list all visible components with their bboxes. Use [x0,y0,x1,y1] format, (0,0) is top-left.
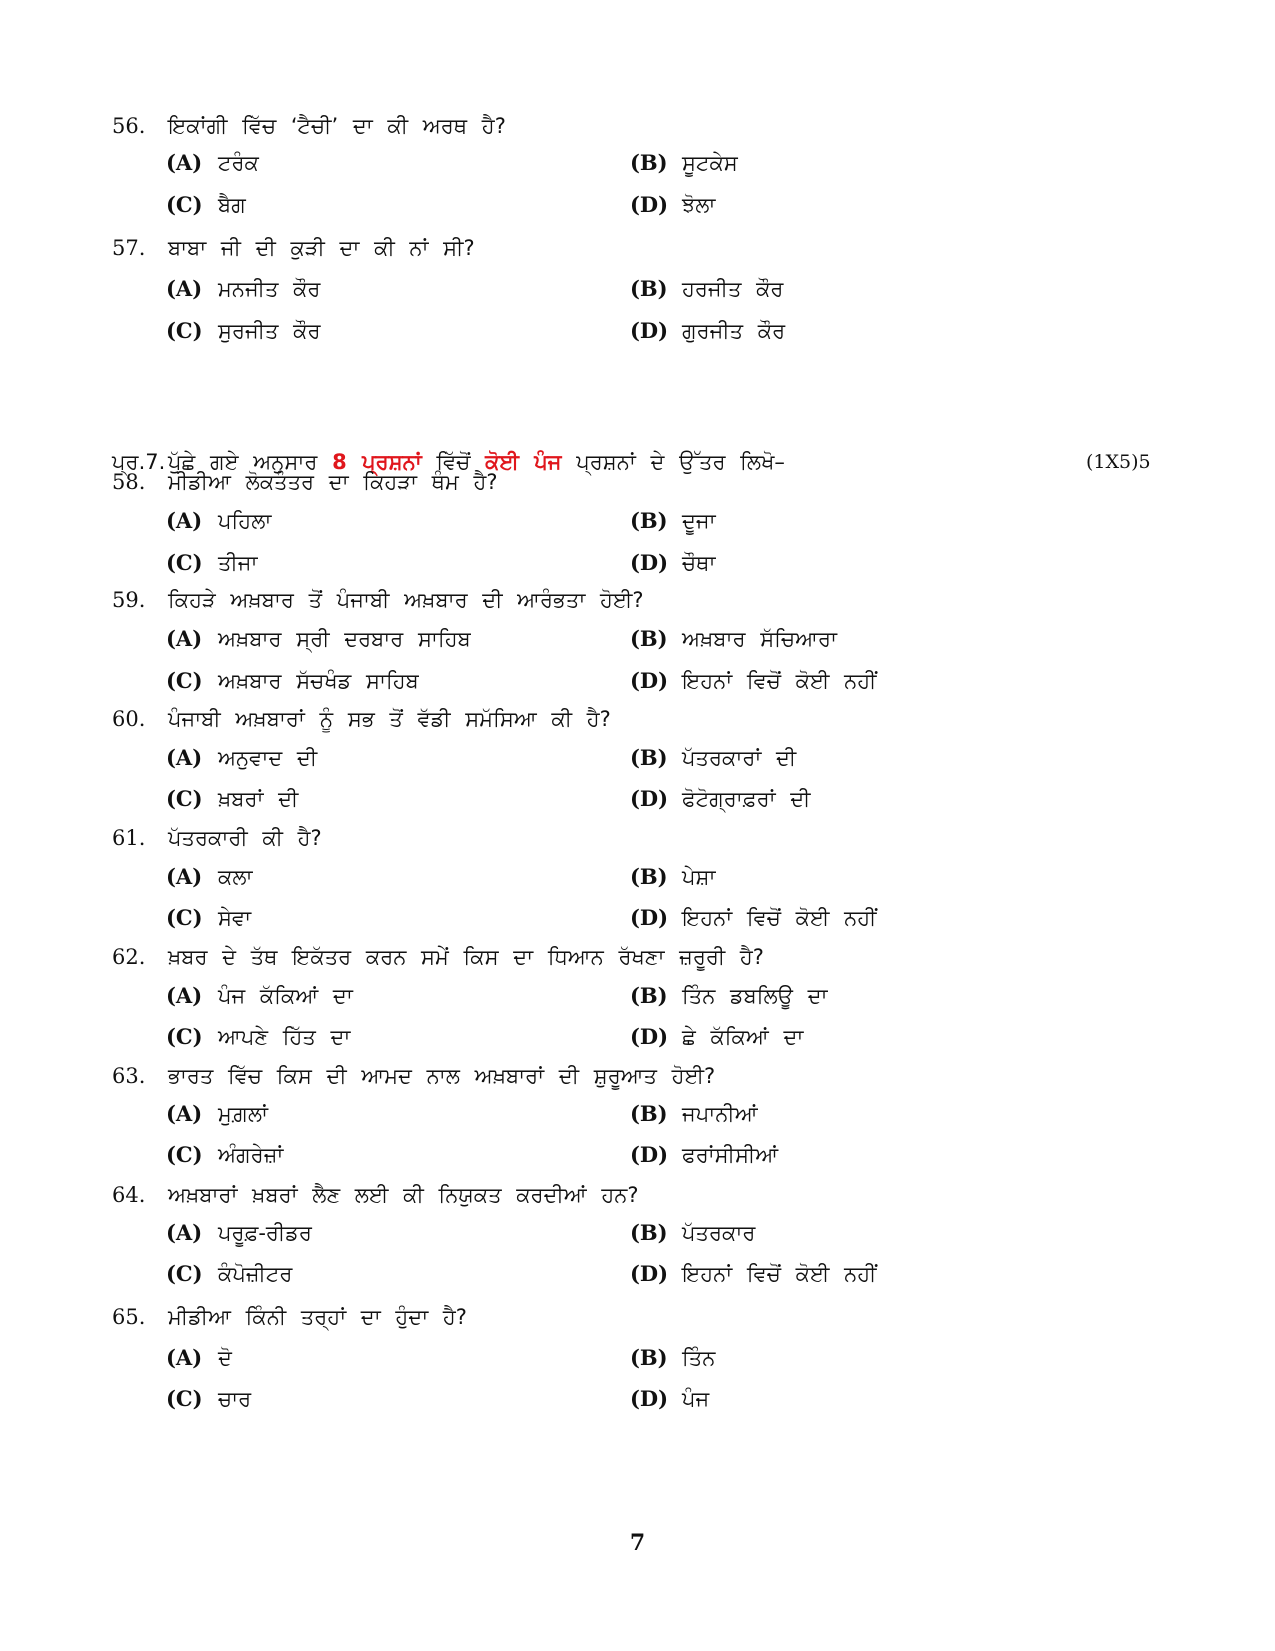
option-text: ਛੇ ਕੱਕਿਆਂ ਦਾ [682,1025,804,1049]
option-text: ਇਹਨਾਂ ਵਿਚੋਂ ਕੋਈ ਨਹੀਂ [682,906,877,930]
option-label: (D) [630,1024,669,1049]
option-label: (A) [166,745,203,770]
question-number: 63. [112,1064,146,1088]
option-label: (C) [166,1024,203,1049]
option-a [166,508,271,540]
option-text: ਤੀਜਾ [218,551,258,575]
option-b [630,1101,758,1133]
option-text: ਹਰਜੀਤ ਕੌਰ [682,277,784,301]
option-text: ਕੰਪੋਜ਼ੀਟਰ [218,1262,293,1286]
option-text: ਚੌਥਾ [682,551,716,575]
option-b [630,745,796,777]
option-label: (A) [166,1101,203,1126]
option-text: ਤਿੰਨ ਡਬਲਿਊ ਦਾ [682,984,828,1008]
option-label: (B) [630,508,668,533]
instruction-highlight: 8 ਪ੍ਰਸ਼ਨਾਂ [332,450,422,474]
option-label: (D) [630,668,669,693]
option-d [630,905,876,937]
option-a [166,1101,268,1133]
option-c [166,1024,350,1056]
option-label: (B) [630,864,668,889]
option-label: (A) [166,508,203,533]
option-a [166,864,253,896]
option-label: (C) [166,905,203,930]
question-text: ਮੀਡੀਆ ਲੋਕਤੰਤਰ ਦਾ ਕਿਹੜਾ ਥੰਮ ਹੈ? [168,470,498,494]
option-text: ਗੁਰਜੀਤ ਕੌਰ [682,319,786,343]
option-a [166,1345,232,1377]
question-number: 61. [112,826,146,850]
option-label: (C) [166,550,203,575]
question-text: ਭਾਰਤ ਵਿੱਚ ਕਿਸ ਦੀ ਆਮਦ ਨਾਲ ਅਖ਼ਬਾਰਾਂ ਦੀ ਸ਼ੁਰੂਆਤ ਹੋਈ? [168,1064,716,1088]
option-text: ਇਹਨਾਂ ਵਿਚੋਂ ਕੋਈ ਨਹੀਂ [682,1262,877,1286]
option-d [630,550,715,582]
option-b [630,983,827,1015]
option-label: (D) [630,550,669,575]
option-c [166,905,251,937]
option-text: ਪੇਸ਼ਾ [682,865,716,889]
option-label: (C) [166,318,203,343]
option-label: (A) [166,1345,203,1370]
option-text: ਚਾਰ [218,1387,252,1411]
question-number: 59. [112,588,146,612]
option-label: (B) [630,150,668,175]
question-61 [0,824,1275,868]
option-d [630,1142,778,1174]
option-text: ਅਖ਼ਬਾਰ ਸ੍ਰੀ ਦਰਬਾਰ ਸਾਹਿਬ [218,627,471,651]
option-text: ਫੋਟੋਗ੍ਰਾਫ਼ਰਾਂ ਦੀ [682,787,811,811]
option-d [630,192,715,224]
page-number: 7 [629,1530,646,1556]
option-c [166,1261,292,1293]
option-label: (D) [630,1261,669,1286]
option-label: (B) [630,276,668,301]
option-b [630,626,837,658]
option-a [166,276,320,308]
option-text: ਪਹਿਲਾ [218,509,272,533]
option-label: (D) [630,318,669,343]
option-label: (A) [166,983,203,1008]
question-number: 65. [112,1305,146,1329]
option-c [166,318,321,350]
option-text: ਸੇਵਾ [218,906,252,930]
option-label: (D) [630,786,669,811]
option-label: (C) [166,1261,203,1286]
option-text: ਝੋਲਾ [682,193,716,217]
option-text: ਫਰਾਂਸੀਸੀਆਂ [682,1143,779,1167]
option-d [630,1261,876,1293]
question-number: 56. [112,114,146,138]
option-label: (D) [630,192,669,217]
option-text: ਬੈਗ [218,193,246,217]
option-a [166,626,471,658]
option-b [630,508,716,540]
instruction-part: ਪ੍ਰਸ਼ਨਾਂ ਦੇ ਉੱਤਰ ਲਿਖੋ– [576,450,785,474]
question-text: ਪੰਜਾਬੀ ਅਖ਼ਬਾਰਾਂ ਨੂੰ ਸਭ ਤੋਂ ਵੱਡੀ ਸਮੱਸਿਆ ਕੀ ਹੈ? [168,707,611,731]
option-c [166,192,246,224]
option-a [166,745,317,777]
option-text: ਦੋ [218,1346,232,1370]
option-label: (B) [630,1220,668,1245]
option-label: (D) [630,905,669,930]
option-a [166,983,353,1015]
section-number: ਪ੍ਰ.7. [112,450,166,474]
option-label: (B) [630,745,668,770]
option-a [166,150,259,182]
instruction-highlight: ਕੋਈ ਪੰਜ [485,450,562,474]
question-65 [0,1303,1275,1347]
option-d [630,318,785,350]
option-label: (A) [166,864,203,889]
option-label: (C) [166,668,203,693]
question-number: 57. [112,236,146,260]
option-text: ਖ਼ਬਰਾਂ ਦੀ [218,787,299,811]
section-marks: (1X5)5 [1086,451,1151,473]
option-label: (B) [630,1101,668,1126]
option-d [630,1024,803,1056]
option-text: ਇਹਨਾਂ ਵਿਚੋਂ ਕੋਈ ਨਹੀਂ [682,669,877,693]
option-text: ਆਪਣੇ ਹਿੱਤ ਦਾ [218,1025,351,1049]
option-label: (C) [166,786,203,811]
option-label: (A) [166,626,203,651]
question-number: 58. [112,470,146,494]
option-text: ਮਨਜੀਤ ਕੌਰ [218,277,321,301]
option-text: ਅਨੁਵਾਦ ਦੀ [218,746,318,770]
option-text: ਅਖ਼ਬਾਰ ਸੱਚਿਆਰਾ [682,627,837,651]
option-d [630,1386,709,1418]
option-text: ਜਪਾਨੀਆਂ [682,1102,758,1126]
option-text: ਤਿੰਨ [682,1346,716,1370]
question-63 [0,1062,1275,1106]
option-c [166,668,419,700]
option-text: ਪੱਤਰਕਾਰ [682,1221,756,1245]
option-text: ਅੰਗਰੇਜ਼ਾਂ [218,1143,284,1167]
question-60 [0,705,1275,749]
question-number: 62. [112,945,146,969]
option-b [630,1345,715,1377]
option-label: (A) [166,276,203,301]
question-text: ਪੱਤਰਕਾਰੀ ਕੀ ਹੈ? [168,826,322,850]
question-number: 60. [112,707,146,731]
option-b [630,276,783,308]
question-text: ਕਿਹੜੇ ਅਖ਼ਬਾਰ ਤੋਂ ਪੰਜਾਬੀ ਅਖ਼ਬਾਰ ਦੀ ਆਰੰਭਤਾ ਹੋਈ? [168,588,644,612]
option-label: (C) [166,1142,203,1167]
question-59 [0,586,1275,630]
option-text: ਸੁਰਜੀਤ ਕੌਰ [218,319,321,343]
option-c [166,1386,251,1418]
option-d [630,668,876,700]
option-text: ਪੰਜ [682,1387,710,1411]
option-text: ਪੰਜ ਕੱਕਿਆਂ ਦਾ [218,984,353,1008]
option-label: (B) [630,1345,668,1370]
option-c [166,550,257,582]
option-c [166,786,298,818]
option-text: ਪਰੂਫ਼-ਰੀਡਰ [218,1221,312,1245]
option-label: (B) [630,626,668,651]
option-d [630,786,810,818]
instruction-part: ਪੁੱਛੇ ਗਏ ਅਨੁਸਾਰ [168,450,318,474]
option-c [166,1142,283,1174]
option-label: (D) [630,1142,669,1167]
option-text: ਕਲਾ [218,865,253,889]
instruction-part: ਵਿੱਚੋਂ [436,450,471,474]
option-text: ਮੁਗ਼ਲਾਂ [218,1102,268,1126]
option-b [630,150,738,182]
option-text: ਪੱਤਰਕਾਰਾਂ ਦੀ [682,746,797,770]
question-text: ਇਕਾਂਗੀ ਵਿੱਚ ‘ਟੈਚੀ’ ਦਾ ਕੀ ਅਰਥ ਹੈ? [168,114,506,138]
option-text: ਟਰੰਕ [218,151,259,175]
option-label: (A) [166,1220,203,1245]
option-label: (A) [166,150,203,175]
question-57 [0,234,1275,278]
option-text: ਅਖ਼ਬਾਰ ਸੱਚਖੰਡ ਸਾਹਿਬ [218,669,419,693]
question-text: ਮੀਡੀਆ ਕਿੰਨੀ ਤਰ੍ਹਾਂ ਦਾ ਹੁੰਦਾ ਹੈ? [168,1305,467,1329]
option-label: (C) [166,1386,203,1411]
option-label: (D) [630,1386,669,1411]
option-b [630,864,716,896]
option-a [166,1220,312,1252]
option-text: ਸੂਟਕੇਸ [682,151,738,175]
option-label: (B) [630,983,668,1008]
option-b [630,1220,755,1252]
question-number: 64. [112,1183,146,1207]
question-58 [0,468,1275,512]
option-label: (C) [166,192,203,217]
question-62 [0,943,1275,987]
question-64 [0,1181,1275,1225]
question-text: ਬਾਬਾ ਜੀ ਦੀ ਕੁੜੀ ਦਾ ਕੀ ਨਾਂ ਸੀ? [168,236,475,260]
question-text: ਖ਼ਬਰ ਦੇ ਤੱਥ ਇਕੱਤਰ ਕਰਨ ਸਮੇਂ ਕਿਸ ਦਾ ਧਿਆਨ ਰੱਖਣਾ ਜ਼ਰੂਰੀ ਹੈ? [168,945,764,969]
question-text: ਅਖ਼ਬਾਰਾਂ ਖ਼ਬਰਾਂ ਲੈਣ ਲਈ ਕੀ ਨਿਯੁਕਤ ਕਰਦੀਆਂ ਹਨ? [168,1183,639,1207]
option-text: ਦੂਜਾ [682,509,716,533]
